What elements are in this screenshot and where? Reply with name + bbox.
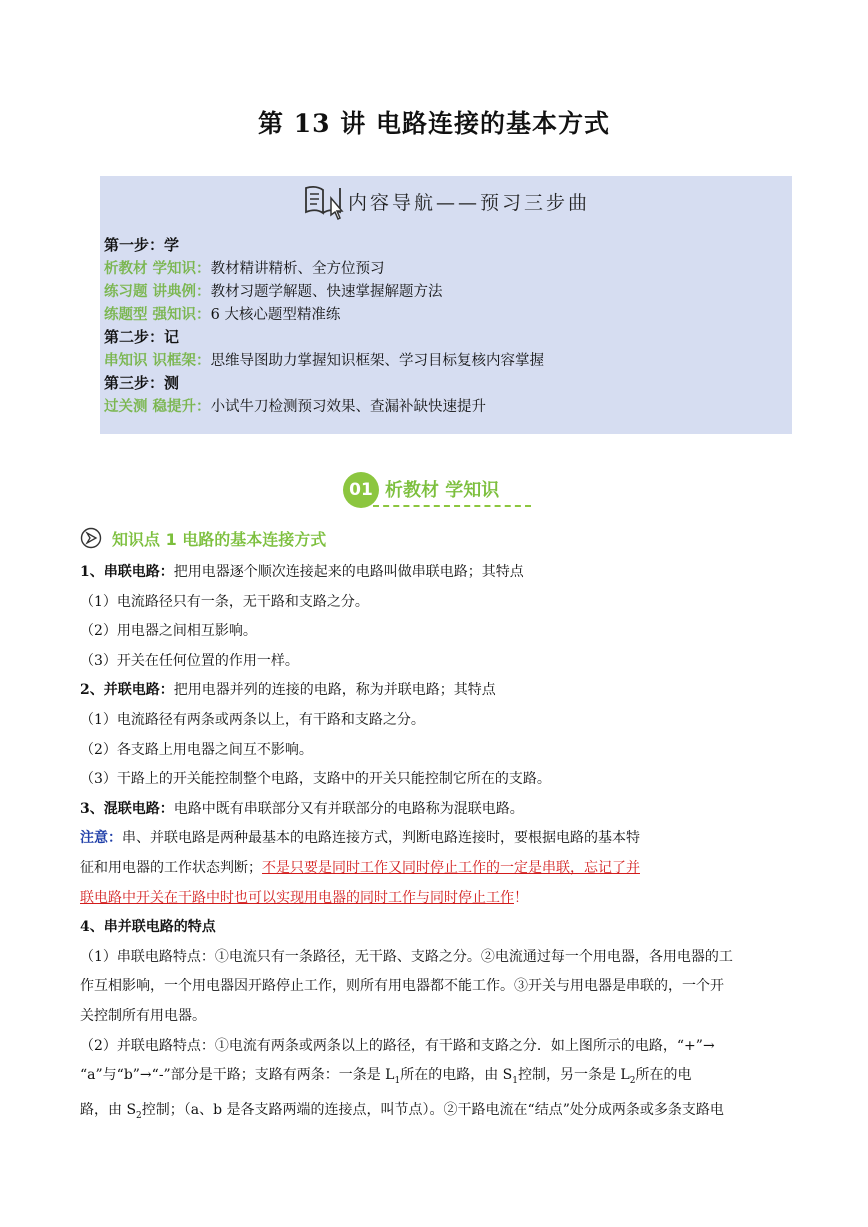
parallel-definition: 2、并联电路：把用电器并列的连接的电路，称为并联电路；其特点 — [80, 682, 496, 699]
note-line-3: 联电路中开关在干路中时也可以实现用电器的同时工作与同时停止工作！ — [80, 889, 528, 906]
arrow-circle-icon — [80, 527, 102, 549]
list-item: （2）用电器之间相互影响。 — [80, 623, 257, 640]
nav-lines — [104, 234, 544, 418]
parallel-features-paragraph: （2）并联电路特点：①电流有两条或两条以上的路径，有干路和支路之分．如上图所示的电路，“+”→ “a”与“b”→“-”部分是干路；支路有两条：一条是 $L_1$所在的电路，由 $S_1$控制，另一条是 $L_2$所在的电 路，由 $S_2$控制；（a、b 是各支路两端的连接点，叫节点）。②干路电流在“结点”处分成两条或多条支路电 — [80, 1037, 724, 1122]
book-pointer-icon — [302, 182, 346, 220]
series-features-paragraph: （1）串联电路特点：①电流只有一条路径，无干路、支路之分。②电流通过每一个用电器，各用电器的工 作互相影响，一个用电器因开路停止工作，则所有用电器都不能工作。③开关与用电器是串联的，一个开 关控制所有用电器。 — [80, 948, 733, 1024]
page-title: 第 13 讲 电路连接的基本方式 — [258, 109, 610, 138]
content-navigation-box — [100, 176, 792, 434]
section-title: 析教材 学知识 — [385, 480, 500, 501]
nav-item: 过关测 稳提升：小试牛刀检测预习效果、查漏补缺快速提升 — [104, 398, 487, 415]
section-number: 01 — [343, 472, 379, 508]
nav-header-text: 内容导航——预习三步曲 — [347, 191, 590, 214]
step3: 第三步：测 — [104, 374, 180, 392]
list-item: （1）电流路径只有一条，无干路和支路之分。 — [80, 593, 369, 610]
series-definition: 1、串联电路：把用电器逐个顺次连接起来的电路叫做串联电路；其特点 — [80, 564, 524, 580]
step1: 第一步：学 — [104, 236, 180, 254]
section-underline — [373, 505, 531, 507]
list-item: （3）干路上的开关能控制整个电路，支路中的开关只能控制它所在的支路。 — [80, 771, 551, 788]
mixed-definition: 3、混联电路：电路中既有串联部分又有并联部分的电路称为混联电路。 — [80, 800, 524, 817]
list-item: （1）电流路径有两条或两条以上，有干路和支路之分。 — [80, 711, 425, 728]
main-content — [80, 558, 796, 1132]
nav-item: 串知识 识框架：思维导图助力掌握知识框架、学习目标复核内容掌握 — [104, 352, 545, 369]
list-item: （3）开关在任何位置的作用一样。 — [80, 652, 299, 669]
nav-header — [100, 182, 792, 220]
features-heading: 4、串并联电路的特点 — [80, 919, 216, 936]
knowledge-point-heading: 知识点 1 电路的基本连接方式 — [80, 525, 326, 551]
note-line-2: 征和用电器的工作状态判断；不是只要是同时工作又同时停止工作的一定是串联，忘记了并 — [80, 859, 640, 876]
nav-item: 析教材 学知识：教材精讲精析、全方位预习 — [104, 260, 385, 277]
list-item: （2）各支路上用电器之间互不影响。 — [80, 741, 313, 758]
nav-item: 练题型 强知识：6 大核心题型精准练 — [104, 306, 341, 323]
step2: 第二步：记 — [104, 328, 180, 346]
nav-item: 练习题 讲典例：教材习题学解题、快速掌握解题方法 — [104, 283, 443, 300]
note-line-1: 注意：串、并联电路是两种最基本的电路连接方式，判断电路连接时，要根据电路的基本特 — [80, 830, 640, 847]
section-badge — [343, 470, 533, 510]
